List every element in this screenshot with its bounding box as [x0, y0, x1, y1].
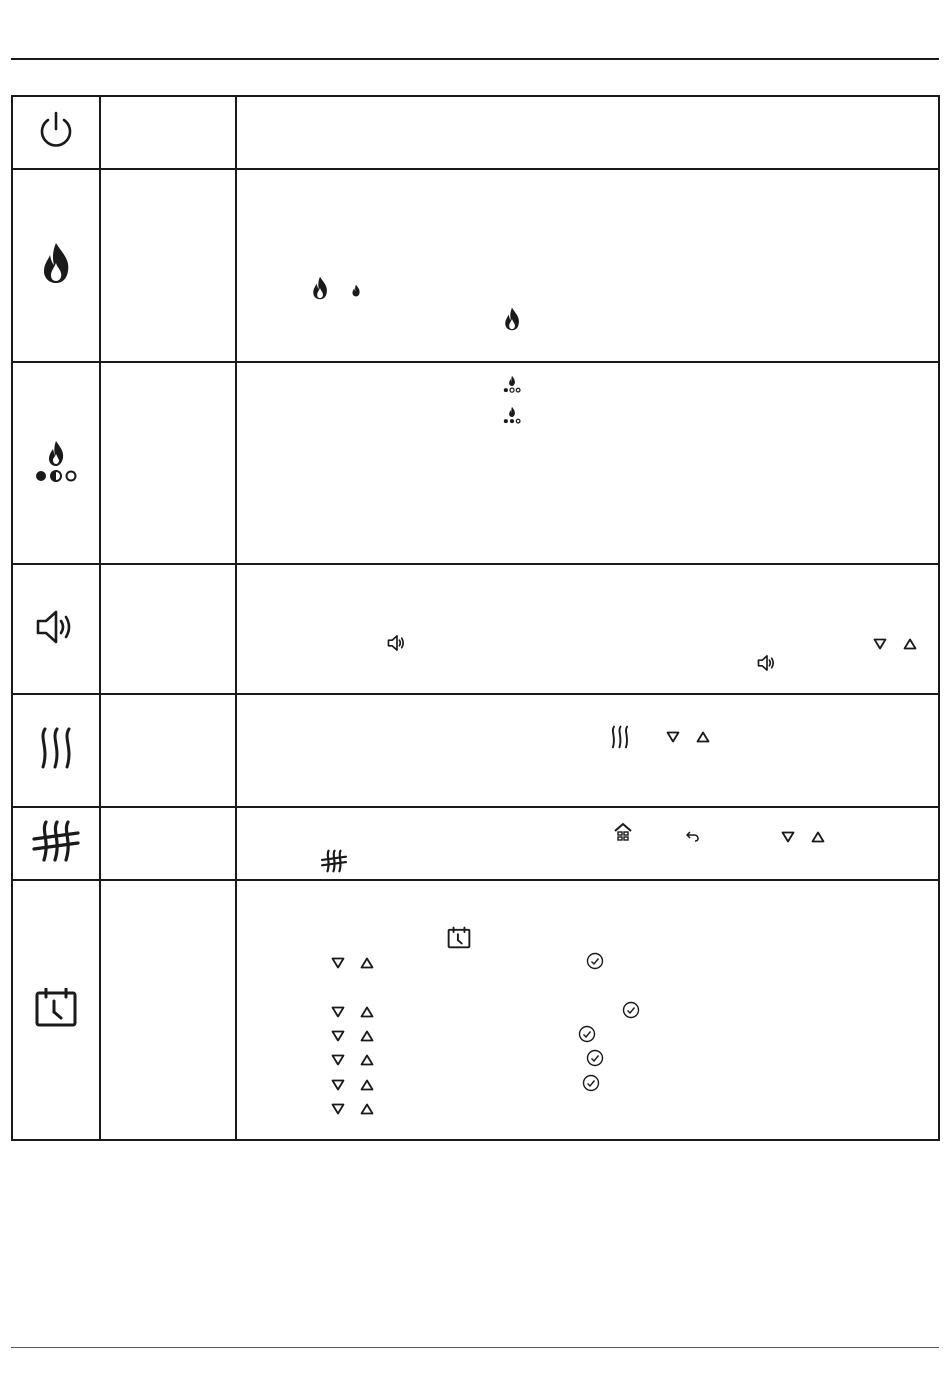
icon-cell [12, 880, 100, 1140]
feature-description [236, 807, 939, 880]
feature-description [236, 362, 939, 564]
header-rule [11, 58, 939, 60]
flame-low-icon [351, 284, 361, 297]
table-row-timer [12, 880, 939, 1140]
table-row-sound [12, 564, 939, 694]
table-row-heat [12, 694, 939, 807]
flame-level-icon [503, 375, 521, 393]
feature-name [100, 694, 236, 807]
arrow-down-icon [666, 731, 680, 743]
heat-waves-icon [609, 725, 631, 749]
home-icon [613, 822, 633, 842]
table-row-flame-level [12, 362, 939, 564]
icon-cell [12, 807, 100, 880]
arrow-up-icon [360, 957, 374, 969]
max-heat-icon [321, 849, 347, 873]
arrow-up-icon [903, 638, 917, 650]
arrow-down-icon [331, 1103, 345, 1115]
arrow-up-icon [360, 1079, 374, 1091]
check-circle-icon [586, 1049, 604, 1067]
arrow-down-icon [781, 831, 795, 843]
arrow-up-icon [811, 831, 825, 843]
speaker-icon [387, 634, 407, 652]
icon-cell [12, 694, 100, 807]
arrow-up-icon [360, 1030, 374, 1042]
feature-name [100, 169, 236, 362]
arrow-up-icon [696, 731, 710, 743]
feature-description [236, 564, 939, 694]
feature-name [100, 362, 236, 564]
power-icon [36, 110, 76, 150]
check-circle-icon [582, 1074, 600, 1092]
speaker-icon [757, 654, 777, 672]
icon-cell [12, 362, 100, 564]
heat-waves-icon [36, 726, 76, 770]
feature-description [236, 96, 939, 169]
arrow-up-icon [360, 1103, 374, 1115]
feature-name [100, 807, 236, 880]
table-row-flame [12, 169, 939, 362]
table-row-power [12, 96, 939, 169]
max-heat-icon [32, 819, 80, 863]
arrow-down-icon [331, 1006, 345, 1018]
table-row-max-heat [12, 807, 939, 880]
arrow-down-icon [331, 1054, 345, 1066]
feature-name [100, 564, 236, 694]
icon-cell [12, 564, 100, 694]
check-circle-icon [578, 1025, 596, 1043]
flame-level-icon [503, 406, 521, 424]
icon-cell [12, 169, 100, 362]
icon-cell [12, 96, 100, 169]
calendar-clock-icon [34, 988, 78, 1028]
feature-name [100, 880, 236, 1140]
arrow-up-icon [360, 1006, 374, 1018]
footer-rule [11, 1347, 939, 1348]
back-arrow-icon [686, 830, 700, 842]
check-circle-icon [622, 1001, 640, 1019]
calendar-clock-icon [447, 926, 471, 950]
check-circle-icon [586, 952, 604, 970]
feature-description [236, 169, 939, 362]
arrow-up-icon [360, 1054, 374, 1066]
flame-level-icon [34, 439, 78, 483]
arrow-down-icon [331, 957, 345, 969]
speaker-icon [35, 608, 77, 646]
arrow-down-icon [873, 638, 887, 650]
flame-icon [40, 241, 72, 285]
feature-name [100, 96, 236, 169]
flame-high-icon [503, 306, 521, 332]
feature-table [11, 95, 940, 1141]
arrow-down-icon [331, 1030, 345, 1042]
arrow-down-icon [331, 1079, 345, 1091]
feature-description [236, 880, 939, 1140]
feature-description [236, 694, 939, 807]
flame-high-icon [311, 275, 329, 301]
